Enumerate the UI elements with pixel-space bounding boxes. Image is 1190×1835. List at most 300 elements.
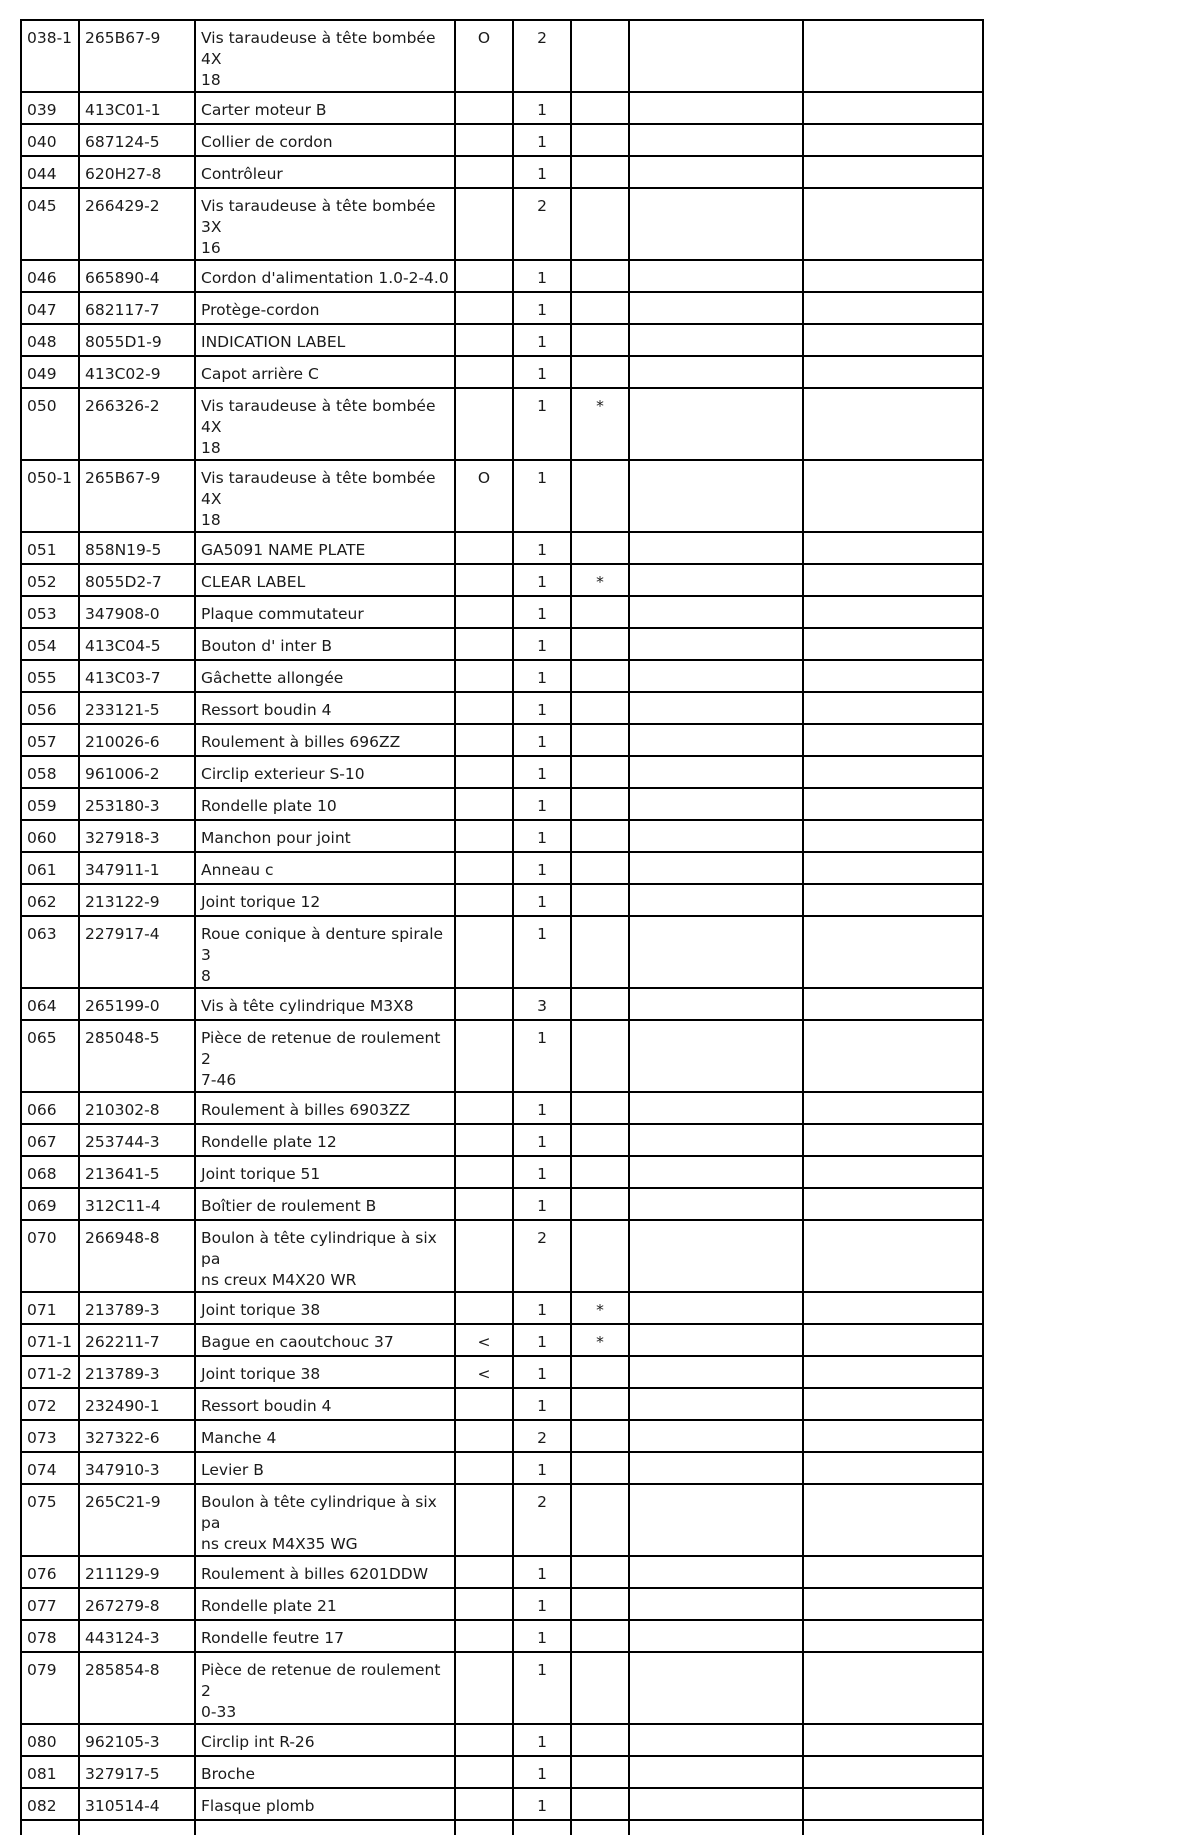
quantity-cell [513,1788,571,1820]
description-cell [195,1220,455,1292]
note-flag-cell-text [572,1725,628,1732]
description-cell-text: Anneau c [201,861,274,879]
description-cell [195,124,455,156]
blank-cell [803,1388,983,1420]
blank-cell [629,260,803,292]
quantity-cell [513,1756,571,1788]
note-flag-cell [571,1724,629,1756]
option-mark-cell [455,628,513,660]
part-no-cell-text: 266429-2 [85,197,160,215]
part-no-cell [79,596,195,628]
blank-cell [803,20,983,92]
option-mark-cell-text [456,1453,512,1460]
option-mark-cell-text [456,93,512,100]
part-no-cell [79,1484,195,1556]
quantity-cell [513,1324,571,1356]
quantity-cell-text: 1 [537,301,547,319]
item-no-cell-text: 054 [27,637,57,655]
item-no-cell [21,756,79,788]
blank-cell [629,916,803,988]
item-no-cell-text: 061 [27,861,57,879]
item-no-cell-text: 080 [27,1733,57,1751]
option-mark-cell [455,884,513,916]
note-flag-cell-text [572,661,628,668]
part-no-cell-text: 665890-4 [85,269,160,287]
description-cell-text: Rondelle feutre 17 [201,1629,344,1647]
blank-cell [803,1724,983,1756]
option-mark-cell [455,388,513,460]
blank-cell [803,756,983,788]
item-no-cell-text: 074 [27,1461,57,1479]
quantity-cell-text: 1 [537,333,547,351]
option-mark-cell-text [456,725,512,732]
part-no-cell-text: 961006-2 [85,765,160,783]
option-mark-cell [455,1324,513,1356]
note-flag-cell-text [572,1093,628,1100]
description-cell [195,692,455,724]
part-no-cell-text: 213789-3 [85,1301,160,1319]
blank-cell [629,1324,803,1356]
note-flag-cell-text [572,853,628,860]
note-flag-cell-text [572,189,628,196]
quantity-cell-text: 1 [537,1333,547,1351]
note-flag-cell-text [572,597,628,604]
note-flag-cell-text [572,917,628,924]
option-mark-cell [455,292,513,324]
note-flag-cell-text [572,533,628,540]
part-no-cell [79,532,195,564]
blank-cell [629,564,803,596]
part-no-cell-text: 262211-7 [85,1333,160,1351]
blank-cell [803,1820,983,1835]
option-mark-cell-text [456,1589,512,1596]
item-no-cell [21,460,79,532]
option-mark-cell [455,852,513,884]
part-no-cell-text: 310514-4 [85,1797,160,1815]
description-cell-text: Joint torique 38 [201,1301,321,1319]
note-flag-cell-text [572,1357,628,1364]
item-no-cell-text: 060 [27,829,57,847]
part-no-cell-text: 266326-2 [85,397,160,415]
note-flag-cell [571,1652,629,1724]
item-no-cell-text: 050-1 [27,469,73,487]
option-mark-cell [455,1292,513,1324]
blank-cell [803,628,983,660]
quantity-cell-text: 2 [537,197,547,215]
parts-table [20,19,984,1835]
option-mark-cell-text [456,1189,512,1196]
part-no-cell [79,1292,195,1324]
quantity-cell-text: 2 [537,1493,547,1511]
note-flag-cell [571,1324,629,1356]
quantity-cell [513,188,571,260]
description-cell-text: Carter moteur B [201,101,327,119]
note-flag-cell-text [572,1453,628,1460]
item-no-cell-text: 039 [27,101,57,119]
description-cell [195,852,455,884]
description-cell [195,988,455,1020]
item-no-cell-text: 040 [27,133,57,151]
part-no-cell-text: 347908-0 [85,605,160,623]
table-row [21,820,983,852]
blank-cell [629,324,803,356]
table-row [21,1220,983,1292]
note-flag-cell [571,820,629,852]
part-no-cell [79,1324,195,1356]
description-cell [195,1724,455,1756]
table-row [21,1356,983,1388]
blank-cell [21,1820,79,1835]
quantity-cell [513,1388,571,1420]
note-flag-cell [571,356,629,388]
table-row [21,916,983,988]
item-no-cell-text: 053 [27,605,57,623]
table-row [21,1652,983,1724]
part-no-cell [79,156,195,188]
table-row [21,1588,983,1620]
note-flag-cell [571,188,629,260]
description-cell [195,324,455,356]
note-flag-cell [571,564,629,596]
part-no-cell [79,628,195,660]
item-no-cell [21,260,79,292]
part-no-cell-text: 265C21-9 [85,1493,161,1511]
note-flag-cell [571,1188,629,1220]
quantity-cell-text: 1 [537,1765,547,1783]
option-mark-cell-text [456,789,512,796]
description-cell [195,916,455,988]
quantity-cell [513,1620,571,1652]
item-no-cell-text: 038-1 [27,29,73,47]
blank-cell [803,1020,983,1092]
description-cell [195,820,455,852]
note-flag-cell-text [572,293,628,300]
description-cell-text: Boulon à tête cylindrique à six pa ns creux M4X20 WR [201,1229,437,1289]
note-flag-cell-text [572,461,628,468]
item-no-cell [21,356,79,388]
item-no-cell-text: 045 [27,197,57,215]
description-cell-text: Roulement à billes 696ZZ [201,733,401,751]
quantity-cell-text: 1 [537,541,547,559]
part-no-cell-text: 327322-6 [85,1429,160,1447]
blank-cell [629,1652,803,1724]
note-flag-cell-text [572,1589,628,1596]
quantity-cell [513,820,571,852]
option-mark-cell [455,1388,513,1420]
table-row [21,1188,983,1220]
item-no-cell-text: 072 [27,1397,57,1415]
option-mark-cell [455,20,513,92]
item-no-cell [21,1388,79,1420]
blank-cell [803,92,983,124]
quantity-cell-text: 1 [537,765,547,783]
note-flag-cell-text [572,1557,628,1564]
part-no-cell [79,292,195,324]
option-mark-cell [455,156,513,188]
description-cell-text: Vis à tête cylindrique M3X8 [201,997,414,1015]
note-flag-cell-text [572,125,628,132]
option-mark-cell [455,1188,513,1220]
description-cell [195,660,455,692]
note-flag-cell-text [572,989,628,996]
description-cell-text: Joint torique 12 [201,893,321,911]
item-no-cell-text: 056 [27,701,57,719]
quantity-cell [513,1356,571,1388]
description-cell [195,1452,455,1484]
option-mark-cell [455,1756,513,1788]
item-no-cell [21,884,79,916]
part-no-cell [79,564,195,596]
note-flag-cell-text [572,357,628,364]
item-no-cell-text: 070 [27,1229,57,1247]
part-no-cell-text: 210026-6 [85,733,160,751]
part-no-cell [79,1724,195,1756]
part-no-cell [79,1788,195,1820]
description-cell-text: Circlip exterieur S-10 [201,765,365,783]
quantity-cell-text: 1 [537,1133,547,1151]
table-row [21,1292,983,1324]
option-mark-cell-text [456,157,512,164]
option-mark-cell [455,820,513,852]
item-no-cell-text: 052 [27,573,57,591]
quantity-cell [513,20,571,92]
quantity-cell-text: 3 [537,997,547,1015]
part-no-cell [79,724,195,756]
option-mark-cell-text: O [477,29,491,47]
option-mark-cell [455,788,513,820]
quantity-cell-text: 1 [537,573,547,591]
quantity-cell-text: 1 [537,669,547,687]
part-no-cell [79,756,195,788]
blank-cell [629,1420,803,1452]
table-row [21,1020,983,1092]
description-cell-text: Cordon d'alimentation 1.0-2-4.0 [201,269,449,287]
blank-cell [803,820,983,852]
description-cell [195,1092,455,1124]
item-no-cell-text: 076 [27,1565,57,1583]
description-cell [195,628,455,660]
item-no-cell [21,1020,79,1092]
part-no-cell [79,660,195,692]
note-flag-cell-text [572,725,628,732]
quantity-cell [513,1420,571,1452]
quantity-cell-text: 1 [537,1629,547,1647]
blank-cell [803,596,983,628]
option-mark-cell-text [456,1653,512,1660]
option-mark-cell-text [456,853,512,860]
quantity-cell-text: 1 [537,605,547,623]
item-no-cell [21,1724,79,1756]
item-no-cell-text: 067 [27,1133,57,1151]
quantity-cell [513,1452,571,1484]
part-no-cell-text: 347910-3 [85,1461,160,1479]
part-no-cell [79,1452,195,1484]
note-flag-cell [571,1452,629,1484]
item-no-cell [21,788,79,820]
description-cell [195,388,455,460]
quantity-cell-text: 1 [537,733,547,751]
blank-cell [629,852,803,884]
quantity-cell [513,916,571,988]
quantity-cell-text: 1 [537,1165,547,1183]
note-flag-cell-text [572,1653,628,1660]
item-no-cell-text: 057 [27,733,57,751]
blank-cell [629,692,803,724]
description-cell-text: Protège-cordon [201,301,320,319]
part-no-cell [79,388,195,460]
quantity-cell [513,1484,571,1556]
quantity-cell [513,692,571,724]
description-cell-text: Rondelle plate 10 [201,797,337,815]
description-cell-text: Joint torique 38 [201,1365,321,1383]
quantity-cell-text: 1 [537,1461,547,1479]
description-cell [195,1388,455,1420]
quantity-cell [513,988,571,1020]
blank-cell [629,1820,803,1835]
description-cell [195,1292,455,1324]
blank-cell [629,1092,803,1124]
quantity-cell [513,1156,571,1188]
quantity-cell [513,532,571,564]
part-no-cell-text: 620H27-8 [85,165,162,183]
table-row [21,324,983,356]
option-mark-cell [455,1556,513,1588]
description-cell [195,1156,455,1188]
item-no-cell [21,1556,79,1588]
description-cell [195,460,455,532]
item-no-cell [21,1756,79,1788]
item-no-cell-text: 065 [27,1029,57,1047]
option-mark-cell [455,692,513,724]
note-flag-cell [571,1356,629,1388]
blank-cell [629,1620,803,1652]
table-row [21,388,983,460]
blank-cell [571,1820,629,1835]
item-no-cell [21,292,79,324]
item-no-cell-text: 058 [27,765,57,783]
part-no-cell [79,124,195,156]
table-row [21,188,983,260]
description-cell [195,1356,455,1388]
table-row [21,1620,983,1652]
quantity-cell-text: 1 [537,1029,547,1047]
blank-cell [803,1092,983,1124]
quantity-cell-text: 1 [537,133,547,151]
quantity-cell [513,1724,571,1756]
part-no-cell [79,820,195,852]
item-no-cell [21,92,79,124]
table-row [21,660,983,692]
part-no-cell [79,1652,195,1724]
blank-cell [629,988,803,1020]
option-mark-cell [455,756,513,788]
quantity-cell [513,388,571,460]
quantity-cell [513,460,571,532]
item-no-cell [21,1156,79,1188]
part-no-cell [79,1188,195,1220]
parts-table-body [21,20,983,1835]
note-flag-cell-text [572,1421,628,1428]
blank-cell [803,460,983,532]
blank-cell [195,1820,455,1835]
blank-cell [629,1484,803,1556]
option-mark-cell [455,1124,513,1156]
option-mark-cell-text [456,1757,512,1764]
option-mark-cell-text [456,989,512,996]
blank-cell [629,92,803,124]
note-flag-cell [571,1620,629,1652]
option-mark-cell [455,916,513,988]
note-flag-cell-text [572,1485,628,1492]
part-no-cell-text: 232490-1 [85,1397,160,1415]
option-mark-cell [455,324,513,356]
note-flag-cell-text: * [596,573,604,591]
table-row [21,1788,983,1820]
description-cell [195,564,455,596]
table-row [21,1156,983,1188]
description-cell [195,1420,455,1452]
blank-cell [803,156,983,188]
option-mark-cell-text [456,757,512,764]
item-no-cell-text: 046 [27,269,57,287]
quantity-cell-text: 1 [537,1301,547,1319]
quantity-cell [513,1220,571,1292]
option-mark-cell-text: O [477,469,491,487]
option-mark-cell-text [456,1557,512,1564]
note-flag-cell [571,92,629,124]
blank-cell [803,1588,983,1620]
description-cell-text: Gâchette allongée [201,669,344,687]
description-cell [195,356,455,388]
table-row [21,532,983,564]
quantity-cell-text: 1 [537,797,547,815]
item-no-cell [21,1652,79,1724]
table-row [21,692,983,724]
quantity-cell [513,1652,571,1724]
table-row [21,628,983,660]
note-flag-cell-text [572,21,628,28]
quantity-cell-text: 1 [537,1661,547,1679]
part-no-cell [79,788,195,820]
part-no-cell-text: 265B67-9 [85,469,161,487]
table-row [21,156,983,188]
note-flag-cell-text [572,1757,628,1764]
item-no-cell [21,1452,79,1484]
item-no-cell-text: 059 [27,797,57,815]
part-no-cell-text: 443124-3 [85,1629,160,1647]
note-flag-cell-text [572,1125,628,1132]
blank-cell [803,124,983,156]
blank-cell [629,788,803,820]
note-flag-cell-text [572,1021,628,1028]
option-mark-cell-text [456,885,512,892]
item-no-cell [21,388,79,460]
description-cell-text: Rondelle plate 12 [201,1133,337,1151]
note-flag-cell-text: * [596,1301,604,1319]
part-no-cell-text: 413C03-7 [85,669,161,687]
item-no-cell-text: 049 [27,365,57,383]
description-cell [195,1188,455,1220]
option-mark-cell-text [456,1725,512,1732]
blank-cell [803,564,983,596]
table-row [21,292,983,324]
note-flag-cell [571,852,629,884]
quantity-cell [513,1188,571,1220]
blank-cell [629,532,803,564]
option-mark-cell [455,1620,513,1652]
quantity-cell-text: 1 [537,1597,547,1615]
quantity-cell-text: 1 [537,1365,547,1383]
